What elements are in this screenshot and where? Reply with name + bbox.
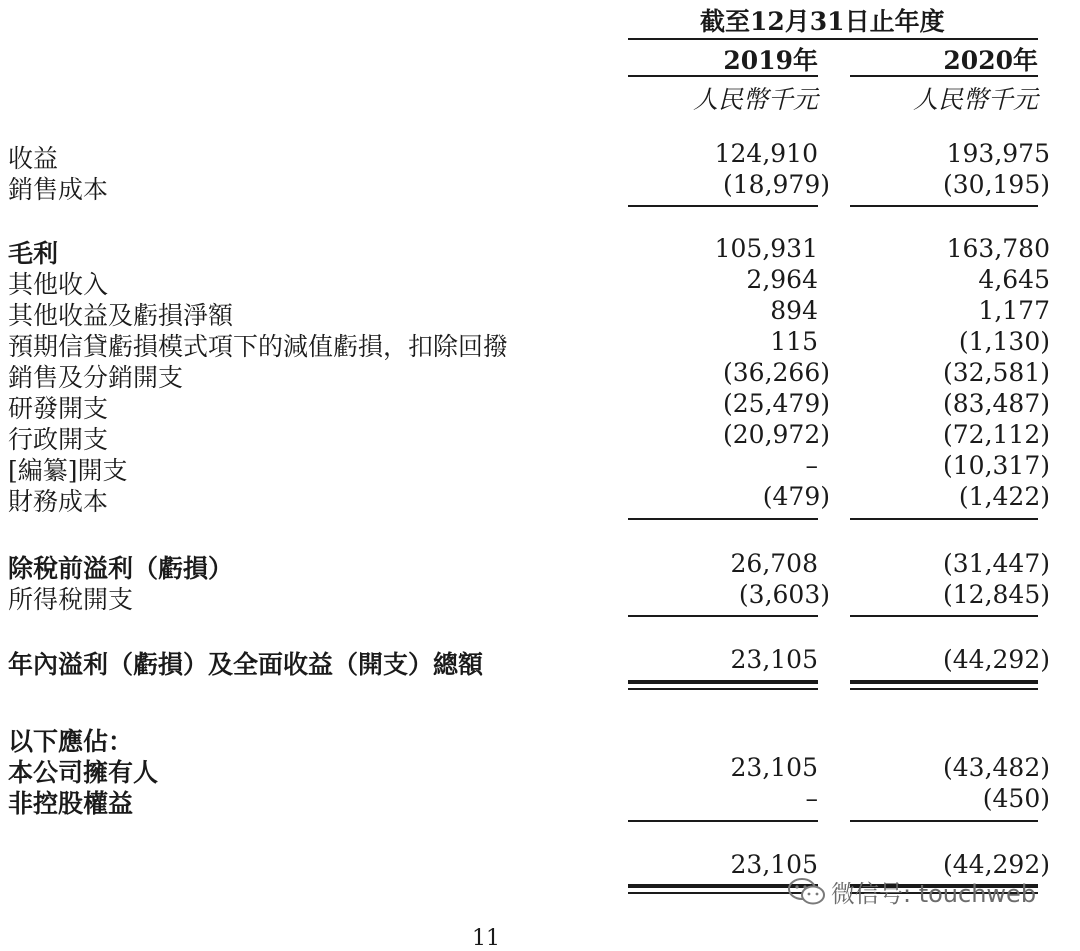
subtotal-rule-2019 [628, 518, 818, 520]
value-redacted-2019: – [805, 451, 818, 480]
row-label-attributable-heading: 以下應佔： [8, 727, 134, 756]
subtotal-rule-2020 [850, 518, 1038, 520]
value-other-income-2020: 4,645 [978, 265, 1050, 294]
value-selling-2019: (36,266) [723, 358, 830, 387]
page-number: 11 [472, 926, 500, 951]
double-rule-2020 [850, 688, 1038, 690]
row-label-impairment: 預期信貸虧損模式項下的減值虧損，扣除回撥 [8, 332, 509, 361]
value-revenue-2019: 124,910 [714, 139, 818, 168]
value-pretax-2020: (31,447) [943, 549, 1050, 578]
value-other-gains-2019: 894 [770, 296, 818, 325]
value-redacted-2020: (10,317) [943, 451, 1050, 480]
value-admin-2019: (20,972) [723, 420, 830, 449]
column-rule-2019 [628, 75, 818, 77]
period-header: 截至12月31日止年度 [700, 7, 945, 36]
value-rnd-2019: (25,479) [723, 389, 830, 418]
row-label-gross-profit: 毛利 [8, 239, 59, 268]
value-impairment-2019: 115 [770, 327, 818, 356]
row-label-selling: 銷售及分銷開支 [8, 363, 184, 392]
row-label-cost-of-sales: 銷售成本 [8, 175, 109, 204]
value-total-2020: (44,292) [943, 850, 1050, 879]
watermark-text: 微信号: touchweb [831, 880, 1037, 908]
value-finance-2019: (479) [762, 482, 830, 511]
watermark [787, 874, 1036, 909]
row-label-redacted: [編纂]開支 [8, 456, 128, 485]
currency-unit-2020: 人民幣千元 [912, 85, 1038, 114]
row-label-rnd: 研發開支 [8, 394, 109, 423]
value-owners-2019: 23,105 [730, 753, 818, 782]
value-selling-2020: (32,581) [943, 358, 1050, 387]
double-rule-2019 [628, 688, 818, 690]
header-rule [628, 38, 1038, 40]
row-label-nci: 非控股權益 [8, 789, 134, 818]
value-other-income-2019: 2,964 [746, 265, 818, 294]
value-pretax-2019: 26,708 [730, 549, 818, 578]
value-owners-2020: (43,482) [943, 753, 1050, 782]
value-cost-of-sales-2020: (30,195) [943, 170, 1050, 199]
value-tax-2019: (3,603) [738, 580, 830, 609]
column-header-2020: 2020年 [943, 46, 1038, 75]
value-total-comprehensive-2019: 23,105 [730, 645, 818, 674]
subtotal-rule-2020 [850, 615, 1038, 617]
subtotal-rule-2019 [628, 820, 818, 822]
value-revenue-2020: 193,975 [946, 139, 1050, 168]
value-cost-of-sales-2019: (18,979) [723, 170, 830, 199]
row-label-finance: 財務成本 [8, 487, 109, 516]
row-label-owners: 本公司擁有人 [8, 758, 159, 787]
value-other-gains-2020: 1,177 [978, 296, 1050, 325]
wechat-icon [787, 877, 827, 907]
value-nci-2020: (450) [982, 784, 1050, 813]
row-label-revenue: 收益 [8, 144, 59, 173]
row-label-tax: 所得稅開支 [8, 585, 134, 614]
value-tax-2020: (12,845) [943, 580, 1050, 609]
row-label-admin: 行政開支 [8, 425, 109, 454]
row-label-total-comprehensive: 年內溢利（虧損）及全面收益（開支）總額 [8, 650, 484, 679]
row-label-other-income: 其他收入 [8, 270, 109, 299]
value-total-comprehensive-2020: (44,292) [943, 645, 1050, 674]
subtotal-rule-2020 [850, 205, 1038, 207]
double-rule-2019 [628, 680, 818, 684]
value-impairment-2020: (1,130) [958, 327, 1050, 356]
value-admin-2020: (72,112) [943, 420, 1050, 449]
value-nci-2019: – [805, 784, 818, 813]
subtotal-rule-2020 [850, 820, 1038, 822]
row-label-pretax: 除稅前溢利（虧損） [8, 554, 234, 583]
column-header-2019: 2019年 [723, 46, 818, 75]
value-rnd-2020: (83,487) [943, 389, 1050, 418]
value-total-2019: 23,105 [730, 850, 818, 879]
column-rule-2020 [850, 75, 1038, 77]
row-label-other-gains: 其他收益及虧損淨額 [8, 301, 234, 330]
value-finance-2020: (1,422) [958, 482, 1050, 511]
subtotal-rule-2019 [628, 205, 818, 207]
value-gross-profit-2020: 163,780 [946, 234, 1050, 263]
subtotal-rule-2019 [628, 615, 818, 617]
double-rule-2020 [850, 680, 1038, 684]
value-gross-profit-2019: 105,931 [714, 234, 818, 263]
currency-unit-2019: 人民幣千元 [692, 85, 818, 114]
